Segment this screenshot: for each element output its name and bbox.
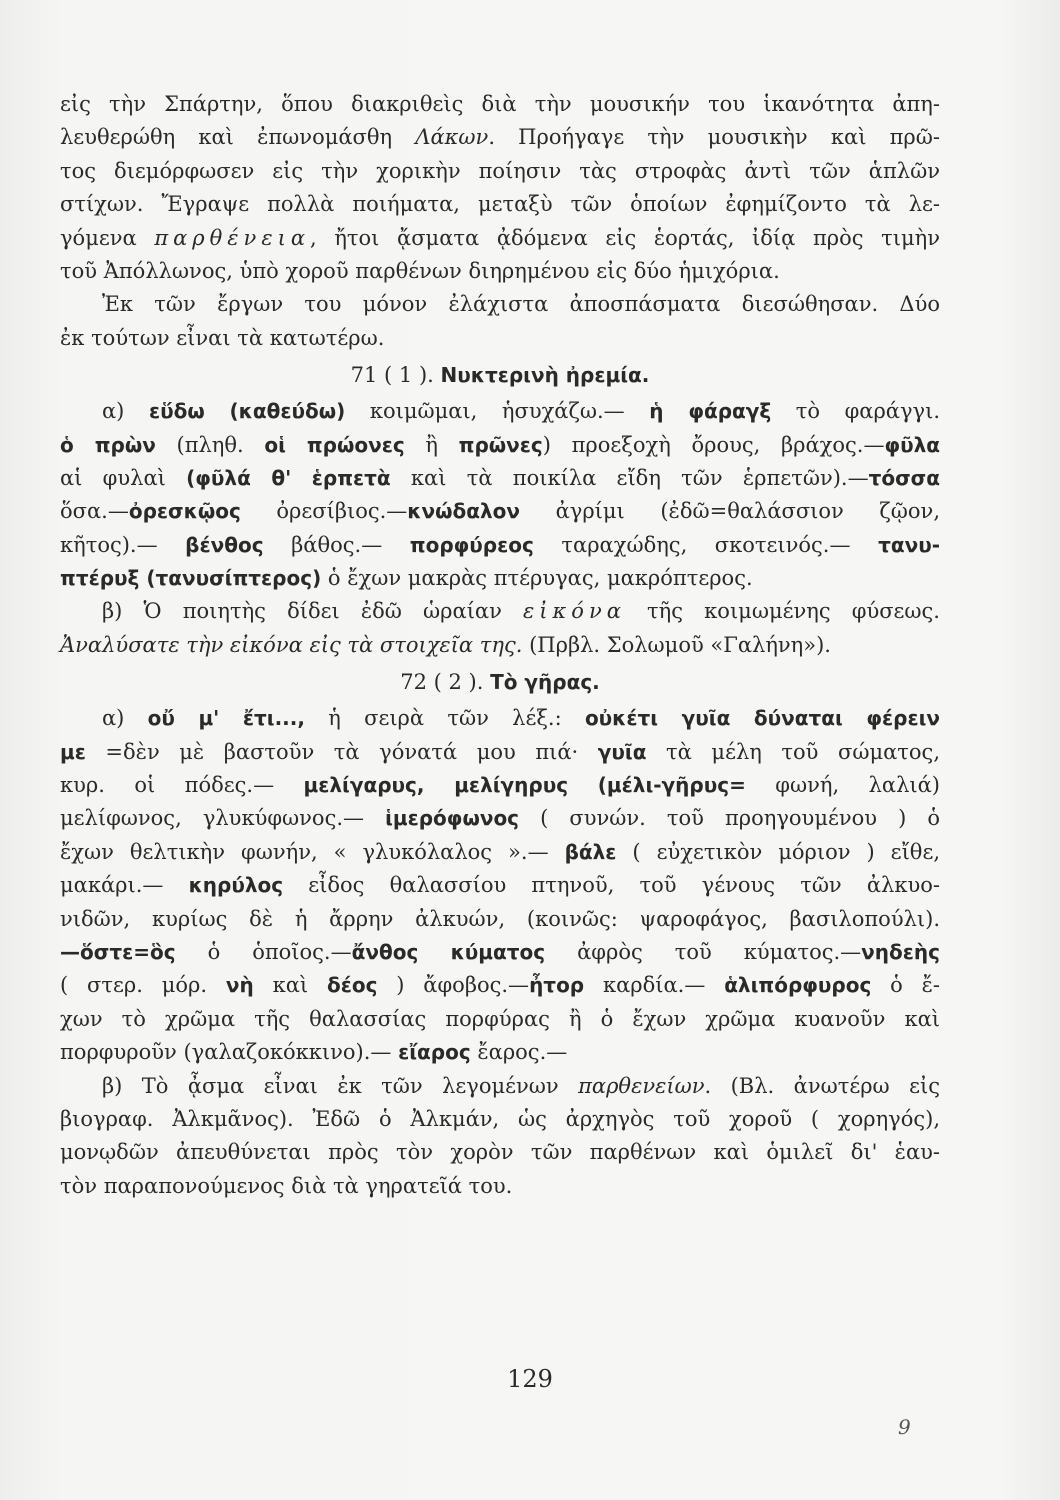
term: οἱ πρώονες: [264, 432, 405, 457]
text-run: νιδῶν, κυρίως δὲ ἡ ἄρρην ἀλκυών, (κοινῶς: ψαροφάγος, βασιλοπούλι).: [60, 906, 940, 931]
text-run: ( στερ. μόρ.: [60, 973, 226, 998]
term: πτέρυξ (τανυσίπτερος): [60, 566, 322, 591]
text-run: καρδία.—: [584, 973, 725, 998]
text-run: ( συνών. τοῦ προηγουμένου ) ὁ: [519, 806, 941, 831]
term: ἡ φάραγξ: [649, 399, 772, 424]
text-run: καὶ τὰ ποικίλα εἴδη τῶν ἑρπετῶν).—: [390, 465, 869, 490]
text-line: [60, 702, 940, 735]
text-line: τοῦ Ἀπόλλωνος, ὑπὸ χοροῦ παρθένων διηρημένου εἰς δύο ἡμιχόρια.: [60, 258, 780, 283]
term: ἁλιπόρφυρος: [724, 973, 872, 998]
text-line: [60, 736, 940, 769]
text-run: καὶ: [253, 973, 327, 998]
text-line: [60, 629, 940, 662]
text-run: β) Τὸ ᾆσμα εἶναι ἐκ τῶν λεγομένων: [102, 1073, 579, 1098]
term: —ὅστε=ὃς: [60, 939, 176, 964]
term: (φῦλά θ' ἑρπετὰ: [186, 465, 391, 490]
text-line: [60, 903, 940, 936]
text-line: [60, 1170, 940, 1203]
text-run: α): [102, 399, 149, 424]
text-line: τος διεμόρφωσεν εἰς τὴν χορικὴν ποίησιν τὰς στροφὰς ἀντὶ τῶν ἁπλῶν: [60, 158, 940, 183]
text-run: ) ἄφοβος.—: [377, 973, 530, 998]
term: δέος: [326, 973, 378, 998]
text-run: Ἀναλύσατε τὴν εἰκόνα εἰς τὰ στοιχεῖα της.: [60, 632, 523, 657]
text-line: [60, 495, 940, 528]
term: ἦτορ: [529, 973, 585, 998]
text-line: [60, 1070, 940, 1103]
term: εἴαρος: [398, 1040, 471, 1065]
term: τανυ-: [878, 532, 940, 557]
term: πρῶνες: [458, 432, 543, 457]
text-run: ἢ: [404, 432, 459, 457]
text-line: [60, 429, 940, 462]
text-run: ὀρεσίβιος.—: [240, 499, 408, 524]
text-run: ἔχων θελτικὴν φωνήν, « γλυκόλαλος ».—: [60, 839, 565, 864]
text-run: αἱ φυλαὶ: [60, 465, 187, 490]
text-run: τὸν παραπονούμενος διὰ τὰ γηρατεῖά του.: [60, 1173, 513, 1198]
text-run: τὸ φαράγγι.: [771, 399, 940, 424]
text-run: τὰ μέλη τοῦ σώματος,: [646, 739, 940, 764]
text-run: ὁ ἔ-: [871, 973, 941, 998]
text-line: [60, 802, 940, 835]
text-run: α): [102, 706, 148, 731]
text-line: [60, 1003, 940, 1036]
text-run: μονῳδῶν ἀπευθύνεται πρὸς τὸν χορὸν τῶν παρθένων καὶ ὁμιλεῖ δι' ἑαυ-: [60, 1140, 940, 1165]
text-run: μελίφωνος, γλυκύφωνος.—: [60, 806, 386, 831]
term: βένθος: [185, 532, 264, 557]
section-71-body: [60, 395, 940, 662]
text-line: ἐκ τούτων εἶναι τὰ κατωτέρω.: [60, 325, 385, 350]
term: οὔ μ' ἔτι...,: [147, 706, 305, 731]
text-run: τῆς κοιμωμένης φύσεως.: [625, 599, 940, 624]
term: πορφύρεος: [409, 532, 534, 557]
text-run: ὁ ἔχων μακρὰς πτέρυγας, μακρόπτερος.: [321, 566, 753, 591]
term: κηρύλος: [188, 873, 284, 898]
text-line: [60, 595, 940, 628]
term: ὀρεσκῷος: [128, 499, 241, 524]
text-line: [60, 969, 940, 1002]
text-line: [60, 1103, 940, 1136]
text-run: βιογραφ. Ἀλκμᾶνος). Ἐδῶ ὁ Ἀλκμάν, ὡς ἀρχηγὸς τοῦ χοροῦ ( χορηγός),: [60, 1106, 940, 1131]
text-run: ἀγρίμι (ἐδῶ=θαλάσσιον ζῷον,: [520, 499, 940, 524]
text-run: μακάρι.—: [60, 873, 189, 898]
text-run: κυρ. οἱ πόδες.—: [60, 773, 304, 798]
text-run: ἔαρος.—: [470, 1040, 568, 1065]
section-72-heading: 72 ( 2 ). Τὸ γῆρας.: [400, 670, 600, 695]
term: κνώδαλον: [407, 499, 520, 524]
body-text: [60, 88, 940, 1203]
text-line: [60, 1036, 940, 1069]
text-run: (Πρβλ. Σολωμοῦ «Γαλήνη»).: [522, 632, 831, 657]
text-line: Ἐκ τῶν ἔργων του μόνον ἐλάχιστα ἀποσπάσματα διεσώθησαν. Δύο: [102, 292, 940, 317]
text-line: [60, 769, 940, 802]
term: εὕδω (καθεύδω): [148, 399, 346, 424]
text-run: παρθενείων: [578, 1073, 705, 1098]
text-run: ὁ ὁποῖος.—: [175, 939, 352, 964]
term: ἄνθος κύματος: [351, 939, 546, 964]
term: ὁ πρὼν: [60, 432, 156, 457]
text-line: [60, 395, 940, 428]
term: μελίγαρυς, μελίγηρυς (μέλι-γῆρυς=: [303, 773, 746, 798]
text-run: εἰκόνα: [523, 599, 626, 624]
text-run: φωνή, λαλιά): [745, 773, 940, 798]
text-run: ( εὐχετικὸν μόριον ) εἴθε,: [616, 839, 940, 864]
text-run: κοιμῶμαι, ἡσυχάζω.—: [345, 399, 650, 424]
term: ἱμερόφωνος: [385, 806, 520, 831]
text-run: πορφυροῦν (γαλαζοκόκκινο).—: [60, 1040, 399, 1065]
text-run: ὅσα.—: [60, 499, 129, 524]
term: γυῖα: [597, 739, 647, 764]
term: τόσσα: [868, 465, 940, 490]
term: βάλε: [564, 839, 617, 864]
text-run: ταραχώδης, σκοτεινός.—: [533, 532, 879, 557]
text-run: ἀφρὸς τοῦ κύματος.—: [545, 939, 862, 964]
text-line: λευθερώθη καὶ ἐπωνομάσθη Λάκων. Προήγαγε τὴν μουσικὴν καὶ πρῶ-: [60, 125, 940, 150]
text-line: [60, 936, 940, 969]
section-71-heading: 71 ( 1 ). Νυκτερινὴ ἠρεμία.: [350, 363, 650, 388]
text-line: [60, 869, 940, 902]
term: νηδεὴς: [861, 939, 940, 964]
text-run: εἶδος θαλασσίου πτηνοῦ, τοῦ γένους τῶν ἀλκυο-: [283, 873, 940, 898]
text-run: κῆτος).—: [60, 532, 186, 557]
text-run: (πληθ.: [155, 432, 265, 457]
signature-mark: 9: [898, 1415, 911, 1439]
term: οὐκέτι γυῖα δύναται φέρειν: [584, 706, 940, 731]
text-line: [60, 836, 940, 869]
term: με: [60, 739, 86, 764]
text-line: [60, 462, 940, 495]
text-line: εἰς τὴν Σπάρτην, ὅπου διακριθεὶς διὰ τὴν μουσικήν του ἱκανότητα ἀπη-: [60, 92, 940, 116]
text-run: χων τὸ χρῶμα τῆς θαλασσίας πορφύρας ἢ ὁ ἔχων χρῶμα κυανοῦν καὶ: [60, 1006, 940, 1031]
text-run: ) προεξοχὴ ὄρους, βράχος.—: [542, 432, 885, 457]
text-run: . (Βλ. ἀνωτέρω εἰς: [704, 1073, 940, 1098]
page-number: 129: [507, 1365, 553, 1393]
section-72-body: [60, 702, 940, 1203]
text-run: βάθος.—: [263, 532, 410, 557]
text-line: γόμενα παρθένεια, ἤτοι ᾄσματα ᾀδόμενα εἰς ἑορτάς, ἰδίᾳ πρὸς τιμὴν: [60, 225, 940, 250]
term: φῦλα: [884, 432, 940, 457]
text-run: β) Ὁ ποιητὴς δίδει ἐδῶ ὡραίαν: [102, 599, 524, 624]
term: νὴ: [225, 973, 254, 998]
text-line: [60, 1136, 940, 1169]
text-run: =δὲν μὲ βαστοῦν τὰ γόνατά μου πιά·: [85, 739, 598, 764]
text-run: ἡ σειρὰ τῶν λέξ.:: [304, 706, 585, 731]
text-line: [60, 562, 940, 595]
text-line: [60, 529, 940, 562]
text-line: στίχων. Ἔγραψε πολλὰ ποιήματα, μεταξὺ τῶν ὁποίων ἐφημίζοντο τὰ λε-: [60, 192, 940, 217]
